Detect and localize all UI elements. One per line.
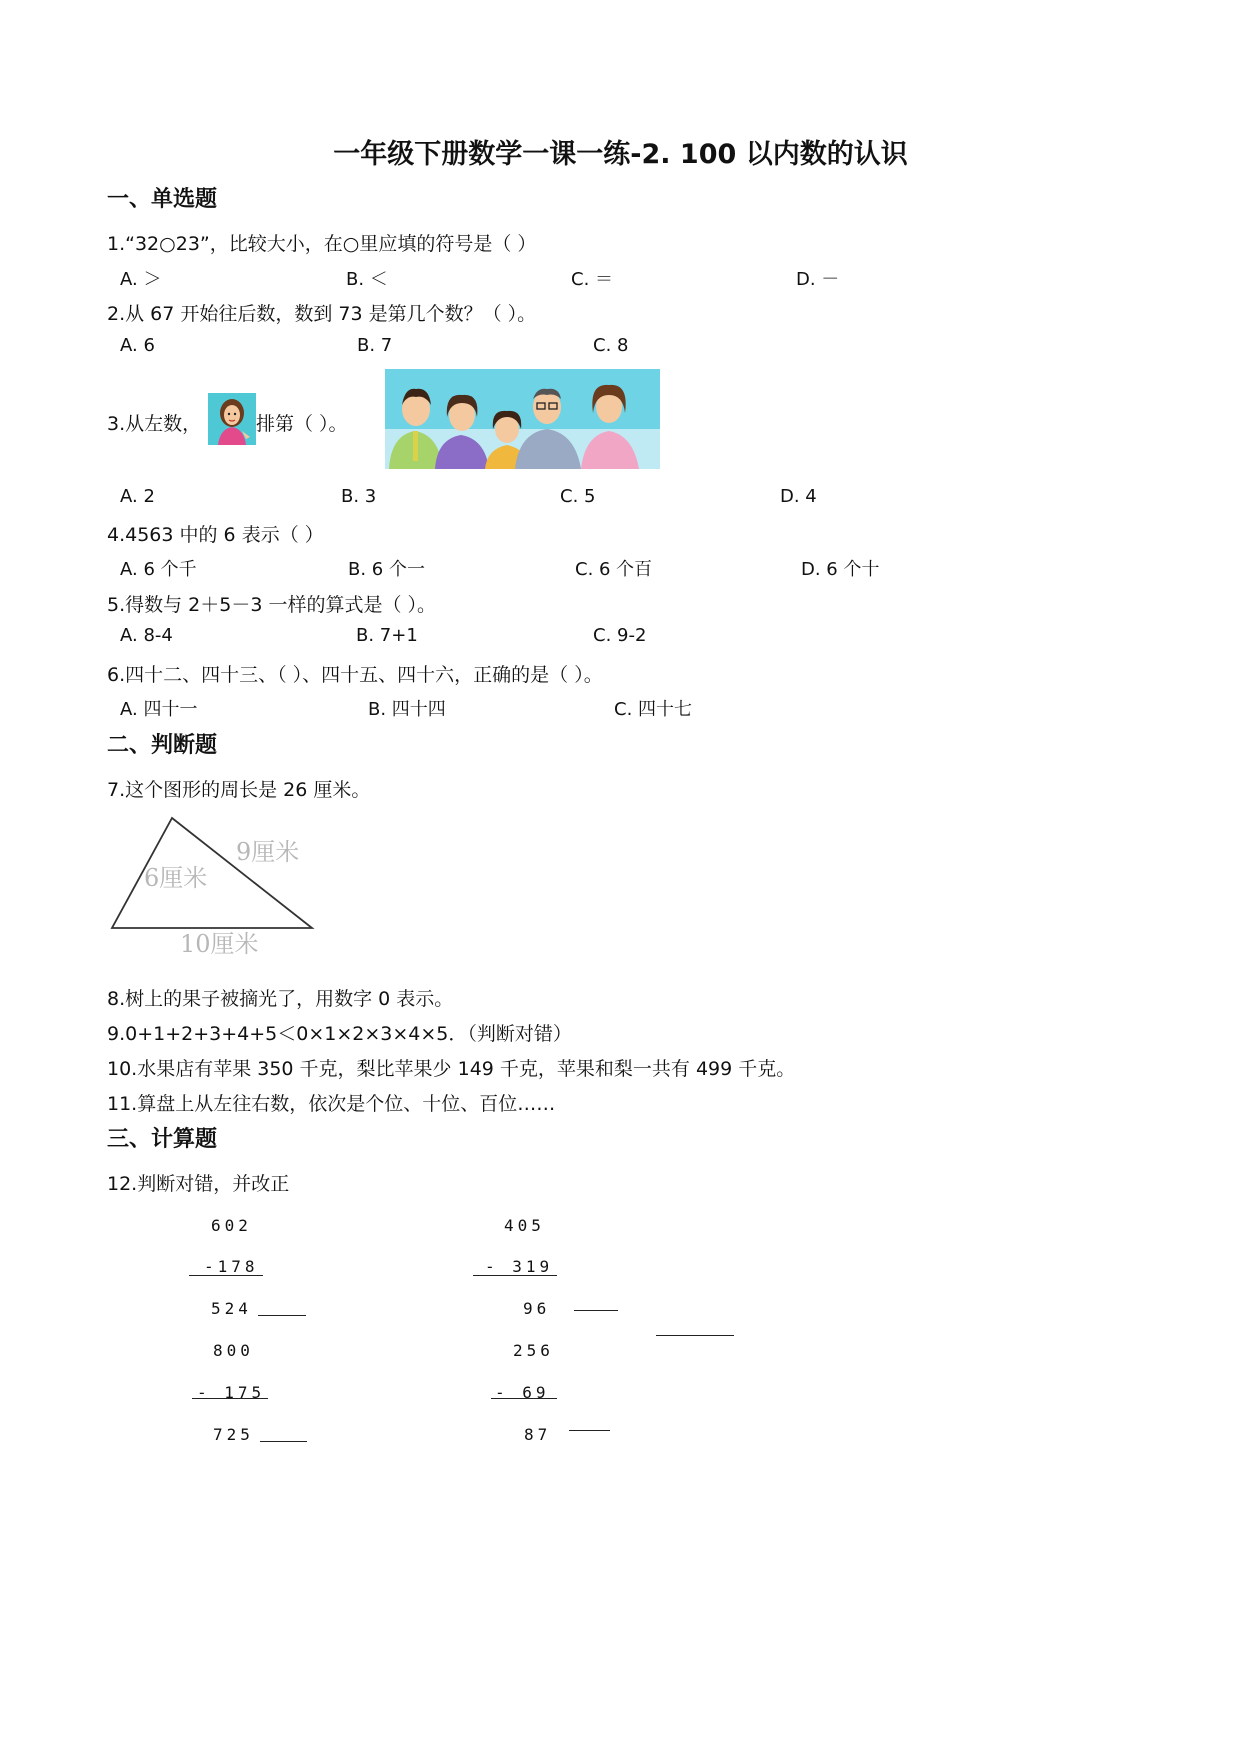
q2-option-c: C. 8	[593, 335, 629, 356]
calc4-result: 87	[524, 1425, 552, 1444]
page-title: 一年级下册数学一课一练-2. 100 以内数的认识	[333, 139, 908, 170]
triangle-right-label: 9厘米	[236, 838, 300, 866]
q5-option-b: B. 7+1	[356, 625, 418, 646]
q4-option-d: D. 6 个十	[801, 559, 880, 580]
q6-option-c: C. 四十七	[614, 699, 693, 720]
calc1-correction-blank[interactable]	[258, 1315, 306, 1316]
calc4-correction-blank[interactable]	[569, 1430, 610, 1431]
question-5: 5.得数与 2＋5－3 一样的算式是（ ）。	[107, 594, 437, 616]
calc3-rule	[192, 1398, 268, 1399]
section-heading-true-false: 二、判断题	[107, 733, 218, 758]
q5-option-c: C. 9-2	[593, 625, 647, 646]
q1-option-b: B. ＜	[346, 269, 388, 290]
question-8: 8.树上的果子被摘光了，用数字 0 表示。	[107, 988, 454, 1010]
q5-option-a: A. 8-4	[120, 625, 173, 646]
q3-option-d: D. 4	[780, 486, 817, 507]
calc1-subtrahend: -178	[204, 1257, 259, 1276]
q3-option-c: C. 5	[560, 486, 596, 507]
question-12: 12.判断对错，并改正	[107, 1173, 290, 1195]
question-11: 11.算盘上从左往右数，依次是个位、十位、百位……	[107, 1093, 556, 1115]
calc1-minuend: 602	[211, 1216, 252, 1235]
family-picture-image	[385, 369, 660, 469]
question-7: 7.这个图形的周长是 26 厘米。	[107, 779, 371, 801]
calc3-result: 725	[213, 1425, 254, 1444]
calc2-result: 96	[523, 1299, 551, 1318]
question-9: 9.0+1+2+3+4+5＜0×1×2×3×4×5．（判断对错）	[107, 1023, 572, 1045]
girl-portrait-image	[208, 393, 256, 445]
question-3-suffix: 排第（ ）。	[256, 413, 348, 435]
calc4-minuend: 256	[513, 1341, 554, 1360]
calc3-correction-blank[interactable]	[260, 1441, 307, 1442]
question-4: 4.4563 中的 6 表示（ ）	[107, 524, 324, 546]
question-3-prefix: 3.从左数，	[107, 413, 202, 435]
calc2-subtrahend: - 319	[485, 1257, 554, 1276]
calc3-minuend: 800	[213, 1341, 254, 1360]
q6-option-a: A. 四十一	[120, 699, 198, 720]
q1-option-a: A. ＞	[120, 269, 162, 290]
section-heading-calculation: 三、计算题	[107, 1127, 218, 1152]
q3-option-b: B. 3	[341, 486, 377, 507]
q1-option-d: D. －	[796, 269, 840, 290]
q1-option-c: C. ＝	[571, 269, 614, 290]
calc2-minuend: 405	[504, 1216, 545, 1235]
triangle-left-label: 6厘米	[144, 864, 208, 892]
calc2-correction-blank[interactable]	[574, 1310, 618, 1311]
triangle-bottom-label: 10厘米	[180, 930, 259, 958]
q4-option-c: C. 6 个百	[575, 559, 653, 580]
q3-option-a: A. 2	[120, 486, 155, 507]
q4-option-a: A. 6 个千	[120, 559, 197, 580]
calc4-subtrahend: - 69	[495, 1383, 550, 1402]
question-6: 6.四十二、四十三、（ ）、四十五、四十六，正确的是（ ）。	[107, 664, 603, 686]
triangle-figure	[106, 812, 318, 960]
question-1: 1.“32○23”，比较大小，在○里应填的符号是（ ）	[107, 233, 537, 255]
q4-option-b: B. 6 个一	[348, 559, 425, 580]
calc1-result: 524	[211, 1299, 252, 1318]
calc2-rule	[473, 1275, 557, 1276]
calc1-rule	[189, 1275, 263, 1276]
calc4-rule	[491, 1398, 557, 1399]
extra-answer-blank[interactable]	[656, 1335, 734, 1336]
q6-option-b: B. 四十四	[368, 699, 446, 720]
section-heading-single-choice: 一、单选题	[107, 187, 218, 212]
calc3-subtrahend: - 175	[197, 1383, 266, 1402]
q2-option-a: A. 6	[120, 335, 155, 356]
question-10: 10.水果店有苹果 350 千克，梨比苹果少 149 千克，苹果和梨一共有 499 千克。	[107, 1058, 796, 1080]
question-2: 2.从 67 开始往后数，数到 73 是第几个数？（ ）。	[107, 303, 537, 325]
q2-option-b: B. 7	[357, 335, 393, 356]
